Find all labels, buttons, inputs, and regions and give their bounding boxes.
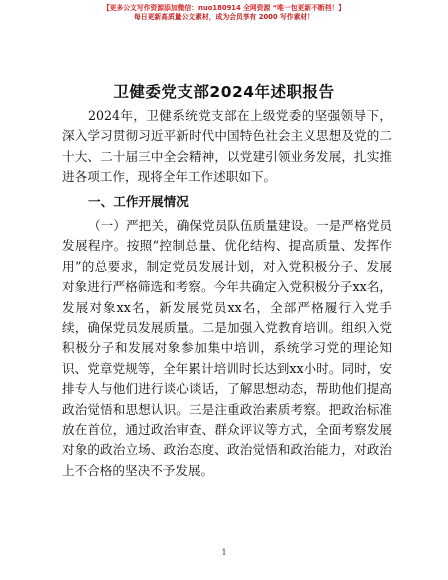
page-number: 1 [221,548,227,557]
intro-paragraph: 2024年，卫健系统党支部在上级党委的坚强领导下，深入学习贯彻习近平新时代中国特色社会主义思想及党的二十大、二十届三中全会精神，以党建引领业务发展，扎实推进各项工作，现将全年工作述职如下。 [62,108,392,185]
section-paragraph: （一）严把关，确保党员队伍质量建设。一是严格党员发展程序。按照“控制总量、优化结构、提高质量、发挥作用”的总要求，制定党员发展计划，对入党积极分子、发展对象进行严格筛选和考察。今年共确定入党积极分子xx名，发展对象xx名，新发展党员xx名，全部严格履行入党手续，确保党员发展质量。二是加强入党教育培训。组织入党积极分子和发展对象参加集中培训，系统学习党的理论知识、党章党规等，全年累计培训时长达到xx小时。同时，安排专人与他们进行谈心谈话，了解思想动态，帮助他们提高政治觉悟和思想认识。三是注重政治素质考察。把政治标准放在首位，通过政治审查、群众评议等方式，全面考察发展对象的政治立场、政治态度、政治觉悟和政治能力，对政治上不合格的坚决不予发展。 [62,218,392,478]
section-heading: 一、工作开展情况 [88,194,189,209]
promo-banner-line2: 每日更新高质量公文素材，成为会员享有 2000 写作素材！ [134,13,314,21]
promo-banner [0,4,448,22]
document-title: 卫健委党支部2024年述职报告 [113,83,335,101]
promo-banner-line1: 【更多公文写作资源添加微信：nuo180914 全网资源 “唯一包更新不断档！】 [102,4,346,12]
